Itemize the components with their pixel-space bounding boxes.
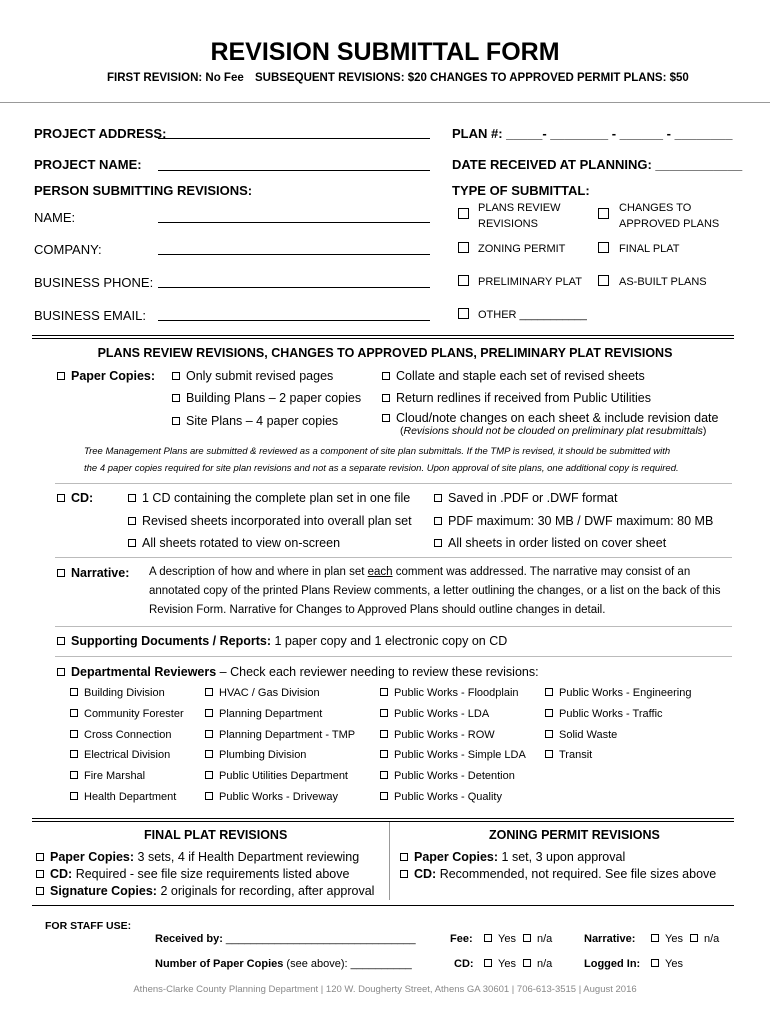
dept-reviewer-item[interactable] (380, 749, 526, 761)
dept-reviewer-item[interactable] (545, 729, 617, 741)
dept-reviewer-item[interactable] (380, 791, 502, 803)
dept-reviewers-label: Departmental Reviewers (71, 665, 217, 679)
paper-copies-checkbox[interactable] (57, 372, 65, 380)
checkbox[interactable] (523, 959, 531, 967)
dept-reviewers-text: – Check each reviewer needing to review these revisions: (216, 665, 539, 679)
checkbox[interactable] (380, 771, 388, 779)
final-signature-copies[interactable]: Signature Copies: 2 originals for recording, after approval (36, 884, 374, 898)
cd-one-file[interactable] (128, 491, 410, 505)
divider (55, 557, 732, 558)
dept-reviewer-label: Plumbing Division (219, 749, 307, 762)
narrative-line-1: A description of how and where in plan set each comment was addressed. The narrative may consist of an (149, 566, 691, 578)
header-divider (0, 102, 770, 103)
cd-rotated[interactable] (128, 536, 340, 550)
plans-review-label-2: REVISIONS (478, 218, 538, 230)
paper-copies-label: Paper Copies: (71, 369, 156, 383)
dept-reviewers-row[interactable] (57, 665, 539, 679)
tmp-note-2: the 4 paper copies required for site plan revisions and not as a separate revision. Upon approval of site plans, one additional copy is required. (84, 463, 679, 474)
checkbox[interactable] (400, 870, 408, 878)
checkbox[interactable] (36, 853, 44, 861)
plans-review-heading: PLANS REVIEW REVISIONS, CHANGES TO APPROVED PLANS, PRELIMINARY PLAT REVISIONS (97, 346, 673, 360)
divider (55, 483, 732, 484)
dept-reviewer-item[interactable] (70, 791, 176, 803)
checkbox[interactable] (70, 730, 78, 738)
final-cd[interactable]: CD: Required - see file size requirements listed above (36, 867, 349, 881)
checkbox[interactable] (205, 688, 213, 696)
cd-revised-sheets[interactable] (128, 514, 412, 528)
project-address-field[interactable] (158, 138, 430, 139)
logged-in-yes[interactable]: Yes (651, 958, 683, 970)
checkbox[interactable] (205, 709, 213, 717)
dept-reviewer-item[interactable] (70, 687, 165, 699)
checkbox[interactable] (205, 771, 213, 779)
changes-approved-label-2: APPROVED PLANS (619, 218, 720, 230)
dept-reviewer-label: Public Works - LDA (394, 707, 490, 720)
checkbox[interactable] (128, 517, 136, 525)
supporting-docs-row[interactable] (57, 634, 507, 648)
dept-reviewer-item[interactable] (205, 749, 306, 761)
business-email-field[interactable] (158, 320, 430, 321)
final-plat-checkbox[interactable] (598, 242, 609, 253)
cd-format[interactable] (434, 491, 617, 505)
checkbox[interactable] (172, 394, 180, 402)
staff-use-label: FOR STAFF USE: (45, 920, 132, 932)
cd-one-file-label: 1 CD containing the complete plan set in one file (142, 491, 411, 505)
only-revised-item[interactable] (172, 369, 333, 383)
checkbox[interactable] (400, 853, 408, 861)
dept-reviewer-item[interactable] (205, 729, 355, 741)
narrative-line-3: Revision Form. Narrative for Changes to Approved Plans should outline changes in detail. (149, 604, 606, 616)
cd-format-label: Saved in .PDF or .DWF format (448, 491, 618, 505)
divider (55, 626, 732, 627)
checkbox[interactable] (382, 394, 390, 402)
cd-revised-sheets-label: Revised sheets incorporated into overall plan set (142, 514, 412, 528)
checkbox[interactable] (434, 539, 442, 547)
dept-reviewer-item[interactable] (545, 687, 691, 699)
divider (55, 656, 732, 657)
num-copies-label: Number of Paper Copies (155, 958, 284, 970)
plans-review-label-1: PLANS REVIEW (478, 202, 561, 214)
date-received-field[interactable]: DATE RECEIVED AT PLANNING: ____________ (452, 157, 743, 172)
checkbox[interactable] (484, 959, 492, 967)
checkbox[interactable] (36, 870, 44, 878)
cd-na[interactable]: n/a (523, 958, 552, 970)
footer: Athens-Clarke County Planning Department | 120 W. Dougherty Street, Athens GA 30601 | 706-613-3515 | August 2016 (133, 984, 637, 995)
name-label: NAME: (34, 210, 76, 225)
checkbox[interactable] (651, 959, 659, 967)
final-paper-copies[interactable]: Paper Copies: 3 sets, 4 if Health Department reviewing (36, 850, 359, 864)
cd-order-label: All sheets in order listed on cover sheet (448, 536, 667, 550)
cd-rotated-label: All sheets rotated to view on-screen (142, 536, 341, 550)
num-copies-row (155, 958, 412, 970)
dept-reviewer-label: Electrical Division (84, 749, 171, 762)
checkbox[interactable] (70, 709, 78, 717)
cloud-note-item[interactable] (382, 411, 718, 425)
checkbox[interactable] (380, 709, 388, 717)
other-checkbox[interactable] (458, 308, 469, 319)
checkbox[interactable] (172, 372, 180, 380)
logged-in-label: Logged In: (584, 958, 641, 970)
dept-reviewer-item[interactable] (380, 770, 515, 782)
changes-approved-checkbox[interactable] (598, 208, 609, 219)
received-by-row (155, 933, 416, 945)
preliminary-plat-checkbox[interactable] (458, 275, 469, 286)
name-field[interactable] (158, 222, 430, 223)
as-built-label: AS-BUILT PLANS (619, 276, 707, 288)
checkbox[interactable] (172, 417, 180, 425)
received-by-field[interactable]: _______________________________ (222, 933, 416, 945)
checkbox[interactable] (380, 688, 388, 696)
cd-row (57, 491, 93, 505)
num-copies-field[interactable]: __________ (350, 958, 412, 970)
dept-reviewer-label: Planning Department (219, 707, 323, 720)
checkbox[interactable] (205, 730, 213, 738)
dept-reviewer-label: Cross Connection (84, 728, 172, 741)
checkbox[interactable] (382, 414, 390, 422)
return-redlines-item[interactable] (382, 391, 651, 405)
final-plat-label: FINAL PLAT (619, 243, 680, 255)
fee-first: FIRST REVISION: No Fee (107, 72, 244, 84)
type-submittal-label: TYPE OF SUBMITTAL: (452, 183, 590, 198)
dept-reviewer-item[interactable] (205, 791, 338, 803)
dept-reviewer-label: Building Division (84, 687, 165, 699)
checkbox[interactable] (205, 792, 213, 800)
column-divider (389, 822, 390, 900)
checkbox[interactable] (651, 934, 659, 942)
dept-reviewer-item[interactable] (380, 708, 489, 720)
dept-reviewer-item[interactable] (70, 770, 145, 782)
dept-reviewer-item[interactable] (205, 770, 348, 782)
dept-reviewer-item[interactable] (70, 708, 184, 720)
cd-max-size[interactable] (434, 514, 713, 528)
company-field[interactable] (158, 254, 430, 255)
supporting-docs-checkbox[interactable] (57, 637, 65, 645)
cloud-note-sub-text: Revisions should not be clouded on preliminary plat resubmittals (403, 425, 703, 437)
dept-reviewer-label: Public Utilities Department (219, 770, 348, 783)
zoning-permit-checkbox[interactable] (458, 242, 469, 253)
dept-reviewer-label: Public Works - ROW (394, 728, 495, 741)
plan-number-field[interactable]: PLAN #: _____- ________ - ______ - ________ (452, 126, 733, 141)
zoning-cd[interactable]: CD: Recommended, not required. See file sizes above (400, 867, 716, 881)
checkbox[interactable] (690, 934, 698, 942)
checkbox[interactable] (128, 539, 136, 547)
checkbox[interactable] (128, 494, 136, 502)
checkbox[interactable] (545, 750, 553, 758)
checkbox[interactable] (545, 709, 553, 717)
section-rule-bottom (32, 821, 734, 822)
collate-item[interactable] (382, 369, 645, 383)
dept-reviewer-item[interactable] (545, 749, 592, 761)
fee-yes[interactable]: Yes (484, 933, 516, 945)
project-name-field[interactable] (158, 170, 430, 171)
only-revised-label: Only submit revised pages (186, 369, 334, 383)
dept-reviewer-label: Health Department (84, 791, 177, 803)
final-plat-heading: FINAL PLAT REVISIONS (144, 828, 288, 842)
narrative-checkbox[interactable] (57, 569, 65, 577)
cloud-note-label: Cloud/note changes on each sheet & include revision date (396, 411, 719, 425)
section-rule-bottom (32, 338, 734, 339)
fee-changes: CHANGES TO APPROVED PERMIT PLANS: $50 (430, 72, 689, 84)
zoning-paper-copies[interactable]: Paper Copies: 1 set, 3 upon approval (400, 850, 625, 864)
narrative-yes[interactable]: Yes (651, 933, 683, 945)
project-address-label: PROJECT ADDRESS: (34, 126, 167, 141)
section-rule-top (32, 335, 734, 336)
building-plans-label: Building Plans – 2 paper copies (186, 391, 362, 405)
checkbox[interactable] (70, 688, 78, 696)
staff-rule (32, 905, 734, 906)
dept-reviewer-label: Public Works - Simple LDA (394, 749, 526, 762)
cloud-note-sub: (Revisions should not be clouded on preliminary plat resubmittals) (400, 425, 707, 437)
zoning-permit-label: ZONING PERMIT (478, 243, 566, 255)
checkbox[interactable] (70, 771, 78, 779)
cd-label: CD: (71, 491, 94, 505)
fee-na[interactable]: n/a (523, 933, 552, 945)
checkbox[interactable] (36, 887, 44, 895)
narrative-line-2: annotated copy of the printed Plans Review comments, a letter outlining the changes, or a list on the back of this (149, 585, 721, 597)
business-phone-field[interactable] (158, 287, 430, 288)
collate-label: Collate and staple each set of revised sheets (396, 369, 645, 383)
dept-reviewer-item[interactable] (380, 729, 495, 741)
business-email-label: BUSINESS EMAIL: (34, 308, 146, 323)
checkbox[interactable] (380, 750, 388, 758)
project-name-label: PROJECT NAME: (34, 157, 142, 172)
zoning-heading: ZONING PERMIT REVISIONS (489, 828, 660, 842)
dept-reviewer-label: Fire Marshal (84, 770, 146, 783)
dept-reviewer-item[interactable] (70, 729, 171, 741)
business-phone-label: BUSINESS PHONE: (34, 275, 154, 290)
fee-subsequent: SUBSEQUENT REVISIONS: $20 (255, 72, 427, 84)
plans-review-checkbox[interactable] (458, 208, 469, 219)
staff-cd-label: CD: (454, 958, 474, 970)
company-label: COMPANY: (34, 242, 102, 257)
as-built-checkbox[interactable] (598, 275, 609, 286)
checkbox[interactable] (434, 517, 442, 525)
form-title: REVISION SUBMITTAL FORM (210, 38, 560, 66)
supporting-docs-label: Supporting Documents / Reports: (71, 634, 271, 648)
dept-reviewer-label: Public Works - Engineering (559, 687, 692, 699)
other-label[interactable]: OTHER ___________ (478, 309, 587, 321)
dept-reviewer-label: Solid Waste (559, 728, 618, 741)
checkbox[interactable] (205, 750, 213, 758)
checkbox[interactable] (380, 730, 388, 738)
paper-copies-row (57, 369, 155, 383)
checkbox[interactable] (70, 792, 78, 800)
return-redlines-label: Return redlines if received from Public Utilities (396, 391, 651, 405)
dept-reviewer-label: HVAC / Gas Division (219, 687, 320, 699)
checkbox[interactable] (380, 792, 388, 800)
site-plans-item[interactable] (172, 414, 338, 428)
cd-yes[interactable]: Yes (484, 958, 516, 970)
dept-reviewer-item[interactable] (380, 687, 519, 699)
section-rule-top (32, 818, 734, 819)
preliminary-plat-label: PRELIMINARY PLAT (478, 276, 582, 288)
narrative-label: Narrative: (71, 566, 130, 580)
checkbox[interactable] (484, 934, 492, 942)
supporting-docs-text: 1 paper copy and 1 electronic copy on CD (271, 634, 508, 648)
site-plans-label: Site Plans – 4 paper copies (186, 414, 339, 428)
dept-reviewer-label: Public Works - Driveway (219, 791, 338, 803)
tmp-note-1: Tree Management Plans are submitted & reviewed as a component of site plan submittals. If the TMP is revised, it should be submitted with (84, 446, 671, 457)
fee-label: Fee: (450, 933, 473, 945)
dept-reviewer-item[interactable] (205, 687, 320, 699)
checkbox[interactable] (545, 688, 553, 696)
cd-checkbox[interactable] (57, 494, 65, 502)
dept-reviewer-label: Planning Department - TMP (219, 728, 356, 741)
cd-max-size-label: PDF maximum: 30 MB / DWF maximum: 80 MB (448, 514, 714, 528)
staff-narrative-label: Narrative: (584, 933, 636, 945)
dept-reviewer-label: Public Works - Quality (394, 791, 502, 803)
checkbox[interactable] (523, 934, 531, 942)
received-by-label: Received by: (155, 933, 223, 945)
dept-reviewer-label: Transit (559, 749, 593, 762)
num-copies-note: (see above): (283, 958, 351, 970)
dept-reviewer-item[interactable] (545, 708, 663, 720)
checkbox[interactable] (382, 372, 390, 380)
narrative-na[interactable]: n/a (690, 933, 719, 945)
dept-reviewer-label: Community Forester (84, 707, 184, 720)
dept-reviewer-item[interactable] (70, 749, 170, 761)
dept-reviewers-checkbox[interactable] (57, 668, 65, 676)
checkbox[interactable] (434, 494, 442, 502)
checkbox[interactable] (70, 750, 78, 758)
changes-approved-label-1: CHANGES TO (619, 202, 692, 214)
cd-order[interactable] (434, 536, 666, 550)
dept-reviewer-label: Public Works - Detention (394, 770, 515, 783)
dept-reviewer-label: Public Works - Floodplain (394, 687, 519, 699)
building-plans-item[interactable] (172, 391, 361, 405)
checkbox[interactable] (545, 730, 553, 738)
dept-reviewer-label: Public Works - Traffic (559, 707, 663, 720)
person-submitting-label: PERSON SUBMITTING REVISIONS: (34, 183, 253, 198)
narrative-row (57, 566, 129, 580)
dept-reviewer-item[interactable] (205, 708, 322, 720)
